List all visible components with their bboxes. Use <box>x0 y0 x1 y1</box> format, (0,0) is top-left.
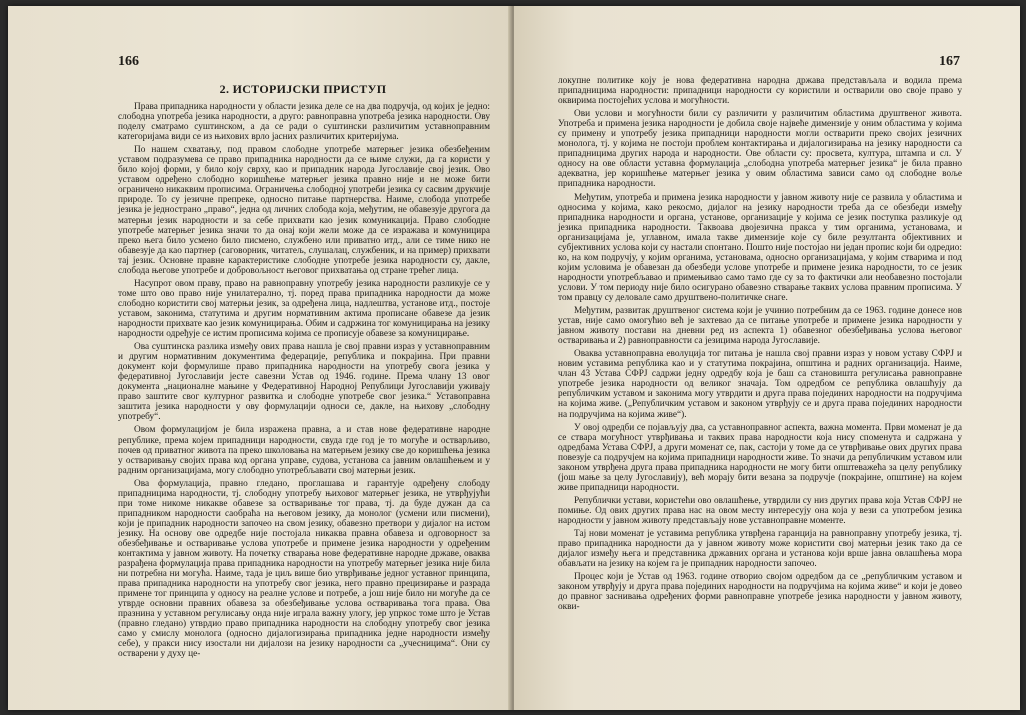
page-number-right: 167 <box>939 54 960 69</box>
paragraph: Овом формулацијом је била изражена правна, а и став нове федеративне народне републике, према којем припадници народности, свуда где год је то могуће и остварљиво, почев од приватног живота па преко школовања на матерњем језику све до коришћења језика у остваривању својих права код органа управе, судова, установа са јавним овлашћењем и у радним организацијама, могу слободно употребљавати свој матерњи језик. <box>118 425 490 476</box>
paragraph: Насупрот овом праву, право на равноправну употребу језика народности разликује се у томе што ово право није унилатерално, тј. поред права припадника народности да може слободно користити свој матерњи језик, за одређена лица, надлештва, установе итд., постоје уставом, законима, статутима и другим нормативним актима прописане обавезе да језик народности прихвате као језик комуницирања. Обим и садржина тог комуницирања на језику народности одређује се истим прописима којима се прописује обавезе за комуницирање. <box>118 278 490 340</box>
left-page-body <box>118 102 490 702</box>
paragraph: Међутим, развитак друштвеног система који је учинио потребним да се 1963. године донесе нов устав, није само омогућио већ је захтевао да се питање употребе и примене језика народности у јавном животу постави на дневни ред из аспекта 1) обавезног обезбеђивања услова његовог остваривања и 2) равноправности са језицима народа Југославије. <box>558 306 962 347</box>
section-heading: 2. ИСТОРИЈСКИ ПРИСТУП <box>219 82 387 96</box>
paragraph: У овој одредби се појављују два, са уставноправног аспекта, важна момента. Први моменат је да се ствара могућност утврђивања и таквих права народности која нису споменута и садржана у одредбама Устава СФРЈ, а други моменат се, пак, састоји у томе да се утврђивање ових других права повезује са подручјем на којима припадници народности живе. То значи да републичким уставом или законом утврђена друга права припадника народности не могу бити општеважећа за целу републику (још мање за целу Југославију), већ морају бити везана за подручје (покрајине, општине) на којем живе припадници народности. <box>558 422 962 493</box>
right-page-body <box>558 76 962 706</box>
paragraph: По нашем схватању, под правом слободне употребе матерњег језика обезбеђеним уставом подразумева се право припадника народности да се њиме служи, да га користи у било којој форми, у било коју сврху, као и припадник народа Југославије свој језик. Ово уставом одређено слободно коришћење матерњег језика правно није и не може бити ограничено никаквим прописима. Ограничења слободној употреби језика су сасвим друкчије природе. То су језичне препреке, односно питање партнерства. Наиме, слобода употребе језика је једностранo „право“, једна од личних слобода која, међутим, не обавезује другога да матерњи језик народности и за себе прихвати као језик комуникација. Право слободне употребе матерњег језика значи то да онај који жели може да се изражава и комуницира преко њега било усмено било писмено, службено или приватно итд., али се тиме нико не обавезује да као партнер (саговорник, читатељ, слушалац, службеник, и на пример) прихвати тај језик. Основне правне карактеристике слободне употребе језика народности су, дакле, слобода његове употребе и добровољност његовог прихватања од стране трећег лица. <box>118 145 490 276</box>
paragraph: Ови услови и могућности били су различити у различитим областима друштвеног живота. Употреба и примена језика народности је добила своје највеће димензије у оним областима у којима су примену и употребу језика припадници народности могли остварити преко својих језичних монолога, тј. у којима не постоји проблем контактирања и дијалогизирања на језику народности са припадницима других народа и народности. Ове области су: просвета, култура, штампа и сл. У односу на ове области уставна формулација „слободна употреба матерњег језика“ је била правно адекватна, јер коришћење матерњег језика у овим областима зависи само од слободне воље припадника народности. <box>558 109 962 190</box>
paragraph: Тај нови моменат је уставима република утврђена гаранција на равноправну употребу језика, тј. право припадника народности да у јавном животу може користити свој матерњи језик тако да се дијалог између њега и представника државних органа и установа који врше јавна овлашћења мора обављати на језику на којем га је припадник народности започео. <box>558 529 962 570</box>
left-page <box>8 6 511 710</box>
right-page <box>514 6 1020 710</box>
paragraph: Међутим, употреба и примена језика народности у јавном животу није се развила у областима и односима у којима, како рекосмо, дијалог на језику народности треба да се обезбеди између припадника народности и органа, установе, организације у којима се језик поступка разликује од језика припадника народности. Таквоава двојезична пракса у тим органима, установама, и организацијама је, углавном, имала такве димензије које су биле резултанта објективних и субјективних услова који су настали спонтано. Пошто није постојао ни један пропис који би одредио: ко, на ком подручју, у којим органима, установама, односно организацијама, у којим стварима и под којим условима је обавезан да обезбеди услове употребе и примене језика народности, то се језик народности употребљавао и примењивао само тамо где су за то фактички али необавезно постојали услови. У том периоду није било осигурано обавезно стварање таквих услова правним прописима. У том правцу су деловале само друштвено-политичке снаге. <box>558 192 962 303</box>
paragraph: Права припадника народности у области језика деле се на два подручја, од којих је једно: слободна употреба језика народности, а друго: равноправна употреба језика народности. Ову поделу сматрамо суштинском, а да се ради о суштински различитим уставноправним категоријама види се из њихових врло јасних различитих критеријума. <box>118 102 490 143</box>
paragraph: локупне политике коју је нова федеративна народна држава представљала и водила према припадницима народности: припадници народности су користили и остварили ово своје право у оквирима постојећих услова и могућности. <box>558 76 962 107</box>
book-spread <box>8 6 1020 710</box>
paragraph: Процес који је Устав од 1963. године отворио својом одредбом да се „републичким уставом и законом утврђују и друга права појединих народности на подручјима на којима живе“ и који је довео до правног заснивања одређених форми равноправне употребе језика народности у јавном животу, окви- <box>558 572 962 613</box>
paragraph: Републички устави, користећи ово овлашћење, утврдили су низ других права која Устав СФРЈ не помиње. Од ових других права нас на овом месту интересују она која у вези са употребом језика народности у јавном животу представљају нове уставноправне моменте. <box>558 495 962 526</box>
paragraph: Оваква уставноправна еволуција тог питања је нашла свој правни израз у новом уставу СФРЈ и новим уставима република као и у статутима покрајина, општина и радних организација. Наиме, члан 43 Устава СФРЈ садржи једну одредбу која је баш са становишта регулисања равноправне употребе језика народности од великог значаја. Том одредбом се република овлашћују да републичким уставом и законима могу утврдити и друга права појединих народности на подручјима на којима живе. („Републичким уставом и законом утврђују се и друга права појединих народности на подручјима на којима живе“). <box>558 349 962 420</box>
paragraph: Ова формулација, правно гледано, проглашава и гарантује одређену слободу припадницима народности, тј. слободну употребу њиховог матерњег језика, не утврђујући при томе никоме никакве обавезе за остваривање тог права, тј. да буде дужан да са припадником народности саобраћа на његовом језику, да монолог (усмени или писмени), који је припадник народности започео на свом језику, обавезно претвори у дијалог на истом језику. На основу ове одредбе није постојала никаква правна обавеза и одговорност за обезбеђивање и остваривање условa употребе и примене језика народности у одређеним контактима у јавном животу. На почетку стварања нове федеративне народне државе, оваква разрађена формулација права припадника народности на употребу матерњег језика није била ни потребна ни могућа. Наиме, тада је циљ више био утврђивање једног уставног принципа, права припадника народности на употребу свог језика, него правно прецизирање и разрада примене тог принципа у односу на реалне услове и потребе, а још није било ни могуће да се утврде основни правних обавеза за обезбеђивање услова остваривања тога права. Ова празнина у уставном регулисању онда није играла важну улогу, јер упркос томе што је Устав (правно гледано) утврдио право припадника народности на слободну употребу свог језика само у смислу монолога (односно дијалогизирања припадника једне народности између себе), у пракси нису изостали ни дијалози на језику народности са „учесницима“. Они су остварени у духу це- <box>118 478 490 660</box>
page-number-left: 166 <box>118 54 139 69</box>
paragraph: Ова суштинска разлика између ових права нашла је свој правни израз у уставноправним и другим нормативним документима федерације, република и покрајина. При правни документ који формулише право припадника народности на употребу свога језика у федеративној Југославији јесте савезни Устав од 1946. године. Према члану 13 овог документа „националне мањине у Федеративној Народној Републици Југославији уживају право заштите свог културног развитка и слободне употребе свог језика.“ Уставоправна заштита језика народности у ову формулацији односи се, дакле, на њихову „слободну употребу“. <box>118 342 490 423</box>
